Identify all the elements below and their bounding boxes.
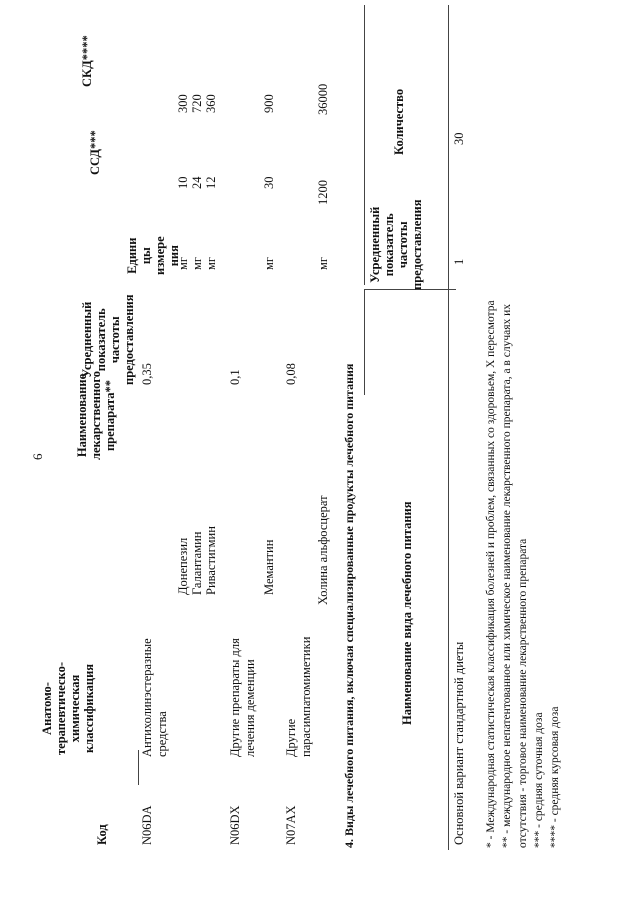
skd-donepezil: 300 (176, 94, 190, 113)
drug-rivastigmine: Ривастигмин (204, 526, 218, 595)
table2-top-rule (364, 290, 365, 395)
ssd-galantamine: 24 (190, 176, 204, 189)
table2-top-rule-right (364, 5, 365, 285)
header-atc: Анатомо- терапевтическо- химическая классификация (40, 661, 96, 755)
freq-n07ax: 0,08 (284, 363, 298, 385)
skd-memantine: 900 (262, 94, 276, 113)
unit-choline-alfoscerate: мг (316, 256, 330, 270)
table2-row-qty: 30 (452, 132, 466, 145)
ssd-donepezil: 10 (176, 176, 190, 189)
freq-n06dx: 0,1 (228, 369, 242, 385)
drug-donepezil: Донепезил (176, 537, 190, 595)
skd-choline-alfoscerate: 36000 (316, 83, 330, 115)
footnote-2: ** - международное непатентованное или химическое наименование лекарственного препарата, а в случаях их (501, 303, 513, 848)
table2-header-rule (448, 5, 449, 850)
footnote-1: * - Международная статистическая классификация болезней и проблем, связанных со здоровьем, X пересмотра (485, 300, 497, 848)
code-n07ax: N07AX (284, 805, 298, 845)
header-skd: СКД**** (80, 35, 94, 87)
code-n06da: N06DA (140, 805, 154, 845)
unit-rivastigmine: мг (204, 256, 218, 270)
ssd-memantine: 30 (262, 176, 276, 189)
table2-header-qty: Количество (392, 88, 406, 155)
unit-galantamine: мг (190, 256, 204, 270)
unit-donepezil: мг (176, 256, 190, 270)
section-4-title: 4. Виды лечебного питания, включая специализированные продукты лечебного питания (342, 363, 356, 848)
code-n06dx: N06DX (228, 805, 242, 845)
drug-galantamine: Галантамин (190, 531, 204, 595)
freq-n06da: 0,35 (140, 363, 154, 385)
table2-row-name: Основной вариант стандартной диеты (452, 641, 466, 845)
header-drug: Наименование лекарственного препарата** (75, 370, 117, 460)
unit-memantine: мг (262, 256, 276, 270)
drug-memantine: Мемантин (262, 539, 276, 595)
ssd-choline-alfoscerate: 1200 (316, 180, 330, 205)
footnote-4: *** - средняя суточная доза (533, 712, 545, 848)
page-number: 6 (30, 453, 45, 460)
table2-header-freq: Усредненный показатель частоты предоставления (368, 199, 424, 290)
header-ssd: ССД*** (88, 130, 102, 175)
drug-choline-alfoscerate: Холина альфосцерат (316, 495, 330, 605)
footnote-3: отсутствия - торговое наименование лекарственного препарата (517, 538, 529, 848)
skd-galantamine: 720 (190, 94, 204, 113)
table2-row-freq: 1 (452, 258, 466, 265)
ssd-rivastigmine: 12 (204, 176, 218, 189)
atc-n07ax: Другие парасимпатомиметики (284, 636, 313, 757)
atc-n06da: Антихолинэстеразные средства (140, 638, 169, 757)
header-code: Код (95, 824, 109, 845)
header-rule (138, 750, 139, 785)
table2-header-name: Наименование вида лечебного питания (400, 501, 414, 725)
header-freq: Усредненный показатель частоты предоставления (80, 294, 136, 385)
header-unit: Едини цы измере ния (125, 236, 181, 275)
footnote-5: **** - средняя курсовая доза (549, 706, 561, 848)
skd-rivastigmine: 360 (204, 94, 218, 113)
atc-n06dx: Другие препараты для лечения деменции (228, 638, 257, 757)
